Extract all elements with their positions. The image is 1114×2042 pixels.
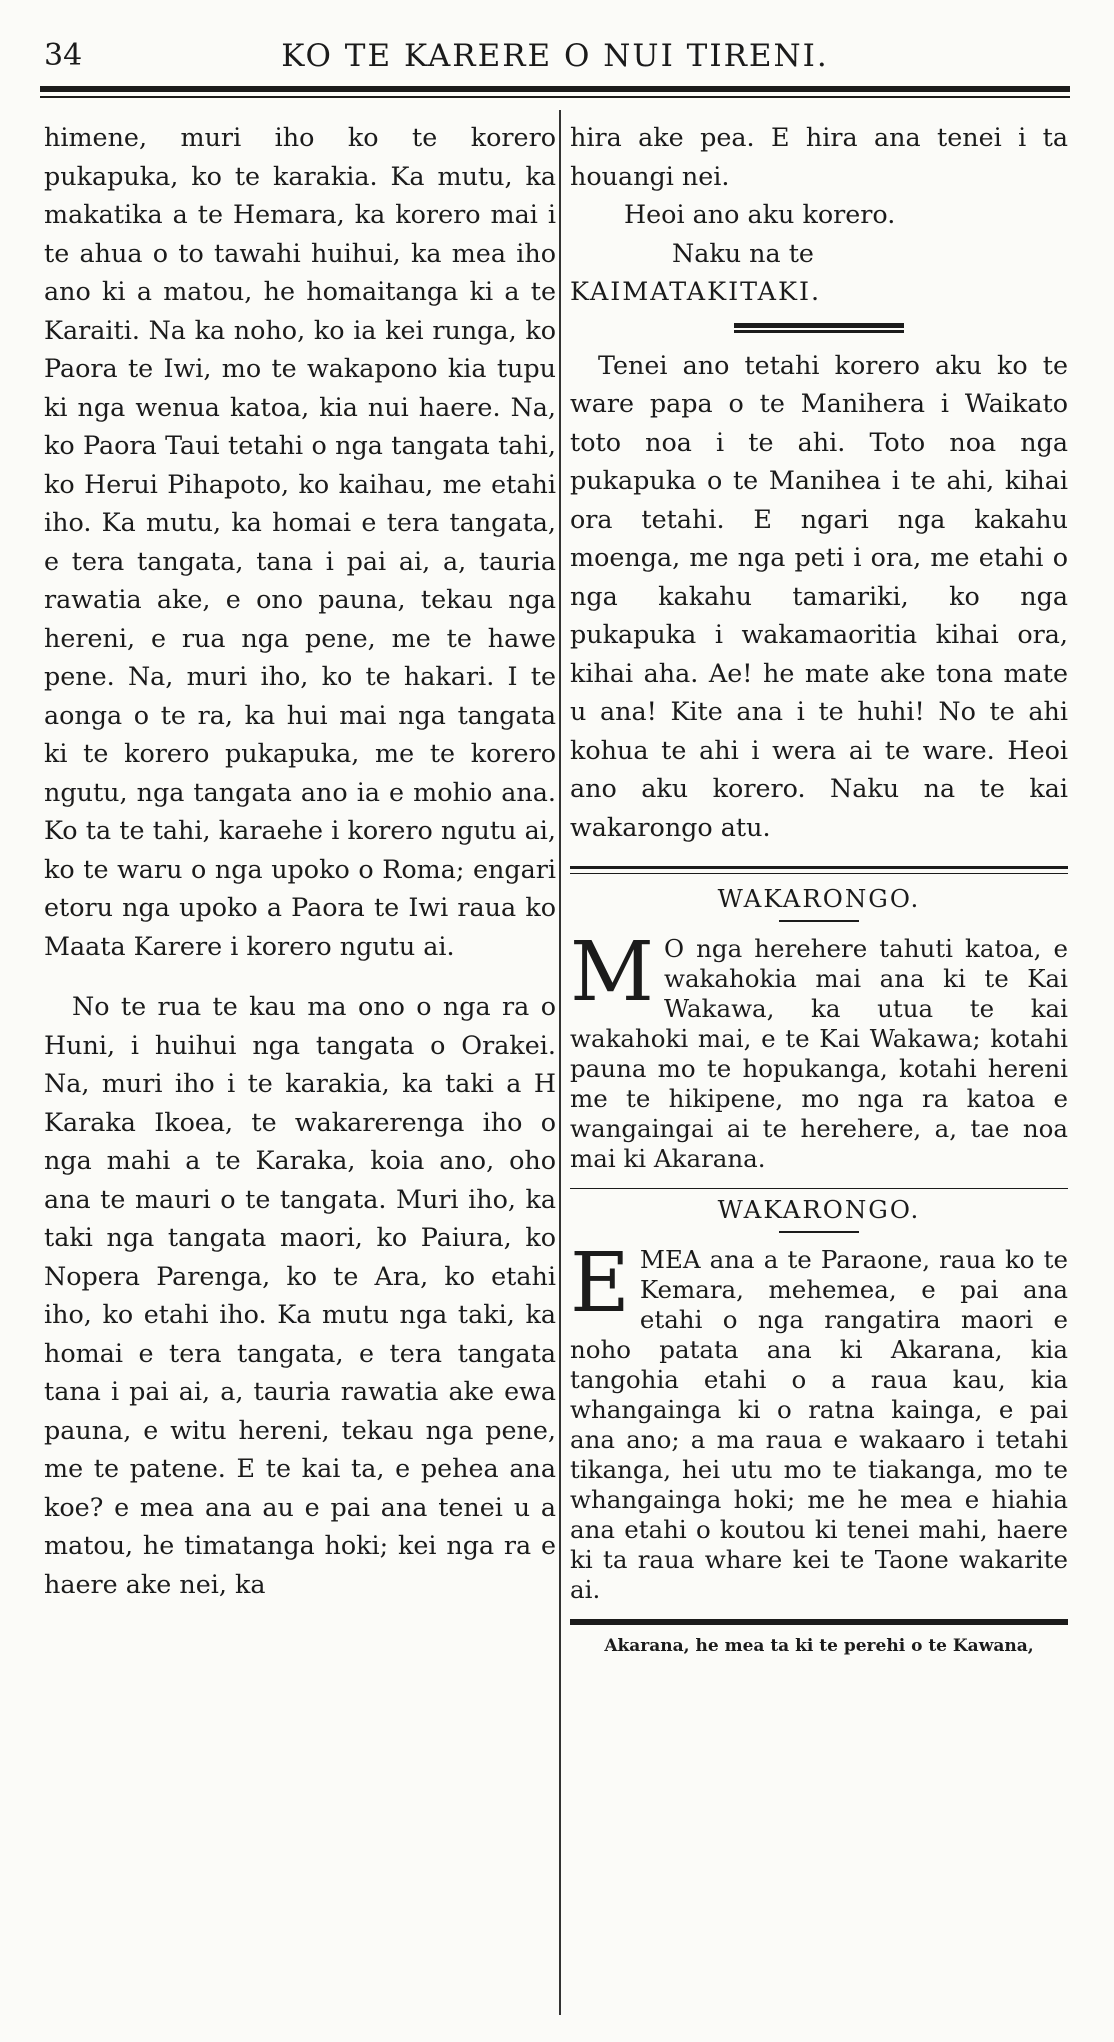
- notice-2-body: MEA ana a te Paraone, raua ko te Kemara, mehemea, e pai ana etahi o nga rangatira maori e noho patata ana ki Akarana, kia tangohia etahi o a raua kau, kia whangainga ki o ratna kainga, e pai ana ano; a ma raua e wakaaro i tetahi tikanga, hei utu mo te tiakanga, mo te whangainga hoki; me he mea e hiahia ana etahi o koutou ki tenei mahi, haere ki ta raua whare kei te Taone wakarite ai.: [570, 1245, 1068, 1604]
- header-rule-thick: [40, 86, 1070, 92]
- left-paragraph-1: himene, muri iho ko te korero pukapuka, ko te karakia. Ka mutu, ka makatika a te Hemara, ka korero mai i te ahua o to tawahi huihui, ka mea iho ano ki a matou, he homaitanga ki a te Karaiti. Na ka noho, ko ia kei runga, ko Paora te Iwi, mo te wakapono kia tupu ki nga wenua katoa, kia nui haere. Na, ko Paora Taui tetahi o nga tangata tahi, ko Herui Pihapoto, ko kaihau, me etahi iho. Ka mutu, ka homai e tera tangata, e tera tangata, tana i pai ai, a, tauria rawatia ake, e ono pauna, tekau nga hereni, e rua nga pene, me te hawe pene. Na, muri iho, ko te hakari. I te aonga o te ra, ka hui mai nga tangata ki te korero pukapuka, me te korero ngutu, nga tangata ano ia e mohio ana. Ko ta te tahi, karaehe i korero ngutu ai, ko te waru o nga upoko o Roma; engari etoru nga upoko a Paora te Iwi raua ko Maata Karere i korero ngutu ai.: [44, 122, 556, 961]
- imprint-line: Akarana, he mea ta ki te perehi o te Kawana,: [604, 1636, 1034, 1656]
- notice-1-dropcap: M: [570, 925, 654, 1020]
- notice-1: [570, 884, 1068, 1174]
- column-divider: [559, 110, 561, 2015]
- continuation-text: hira ake pea. E hira ana tenei i ta houangi nei.: [570, 122, 1068, 191]
- notice-2: [570, 1195, 1068, 1605]
- page-number: 34: [44, 38, 83, 73]
- divider-rule: [734, 323, 904, 330]
- notice-2-dropcap: E: [570, 1236, 630, 1331]
- left-column: [44, 118, 556, 1603]
- notice-1-rule-thin: [570, 873, 1068, 874]
- notice-1-mini-rule: [779, 920, 859, 922]
- notice-1-body: O nga herehere tahuti katoa, e wakahokia mai ana ki te Kai Wakawa, ka utua te kai wakahoki mai, e te Kai Wakawa; kotahi pauna mo te hopukanga, kotahi hereni me te hikipene, mo nga ra katoa e wangaingai ai te herehere, a, tae noa mai ki Akarana.: [570, 934, 1068, 1173]
- imprint-rule: [570, 1619, 1068, 1625]
- notice-2-rule: [570, 1188, 1068, 1189]
- notice-1-title: WAKARONGO.: [717, 884, 921, 913]
- closing-line: Heoi ano aku korero.: [624, 199, 896, 229]
- right-column: [570, 118, 1068, 1659]
- signature-line: Naku na te: [672, 237, 814, 268]
- notice-2-title: WAKARONGO.: [717, 1195, 921, 1224]
- author-name: KAIMATAKITAKI.: [570, 276, 822, 306]
- page-header: [40, 30, 1070, 80]
- header-rule-thin: [40, 96, 1070, 98]
- notice-1-rule: [570, 866, 1068, 869]
- left-paragraph-2: No te rua te kau ma ono o nga ra o Huni, i huihui nga tangata o Orakei. Na, muri iho i te karakia, ka taki a H Karaka Ikoea, te wakarerenga iho o nga mahi a te Karaka, koia ano, oho ana te mauri o te tangata. Muri iho, ka taki nga tangata maori, ko Paiura, ko Nopera Parenga, ko te Ara, ko etahi iho, ko etahi iho. Ka mutu nga taki, ka homai e tera tangata, e tera tangata tana i pai ai, a, tauria rawatia ake ewa pauna, e witu hereni, tekau nga pene, me te patene. E te kai ta, e pehea ana koe? e mea ana au e pai ana tenei u a matou, he timatanga hoki; kei nga ra e haere ake nei, ka: [44, 991, 556, 1599]
- running-title: KO TE KARERE O NUI TIRENI.: [281, 38, 829, 74]
- notice-2-mini-rule: [779, 1231, 859, 1233]
- letter-paragraph: Tenei ano tetahi korero aku ko te ware papa o te Manihera i Waikato toto noa i te ahi. Toto noa nga pukapuka o te Manihea i te ahi, kihai ora tetahi. E ngari nga kakahu moenga, me nga peti i ora, me etahi o nga kakahu tamariki, ko nga pukapuka i wakamaoritia kihai ora, kihai aha. Ae! he mate ake tona mate u ana! Kite ana i te huhi! No te ahi kohua te ahi i wera ai te ware. Heoi ano aku korero. Naku na te kai wakarongo atu.: [570, 349, 1068, 842]
